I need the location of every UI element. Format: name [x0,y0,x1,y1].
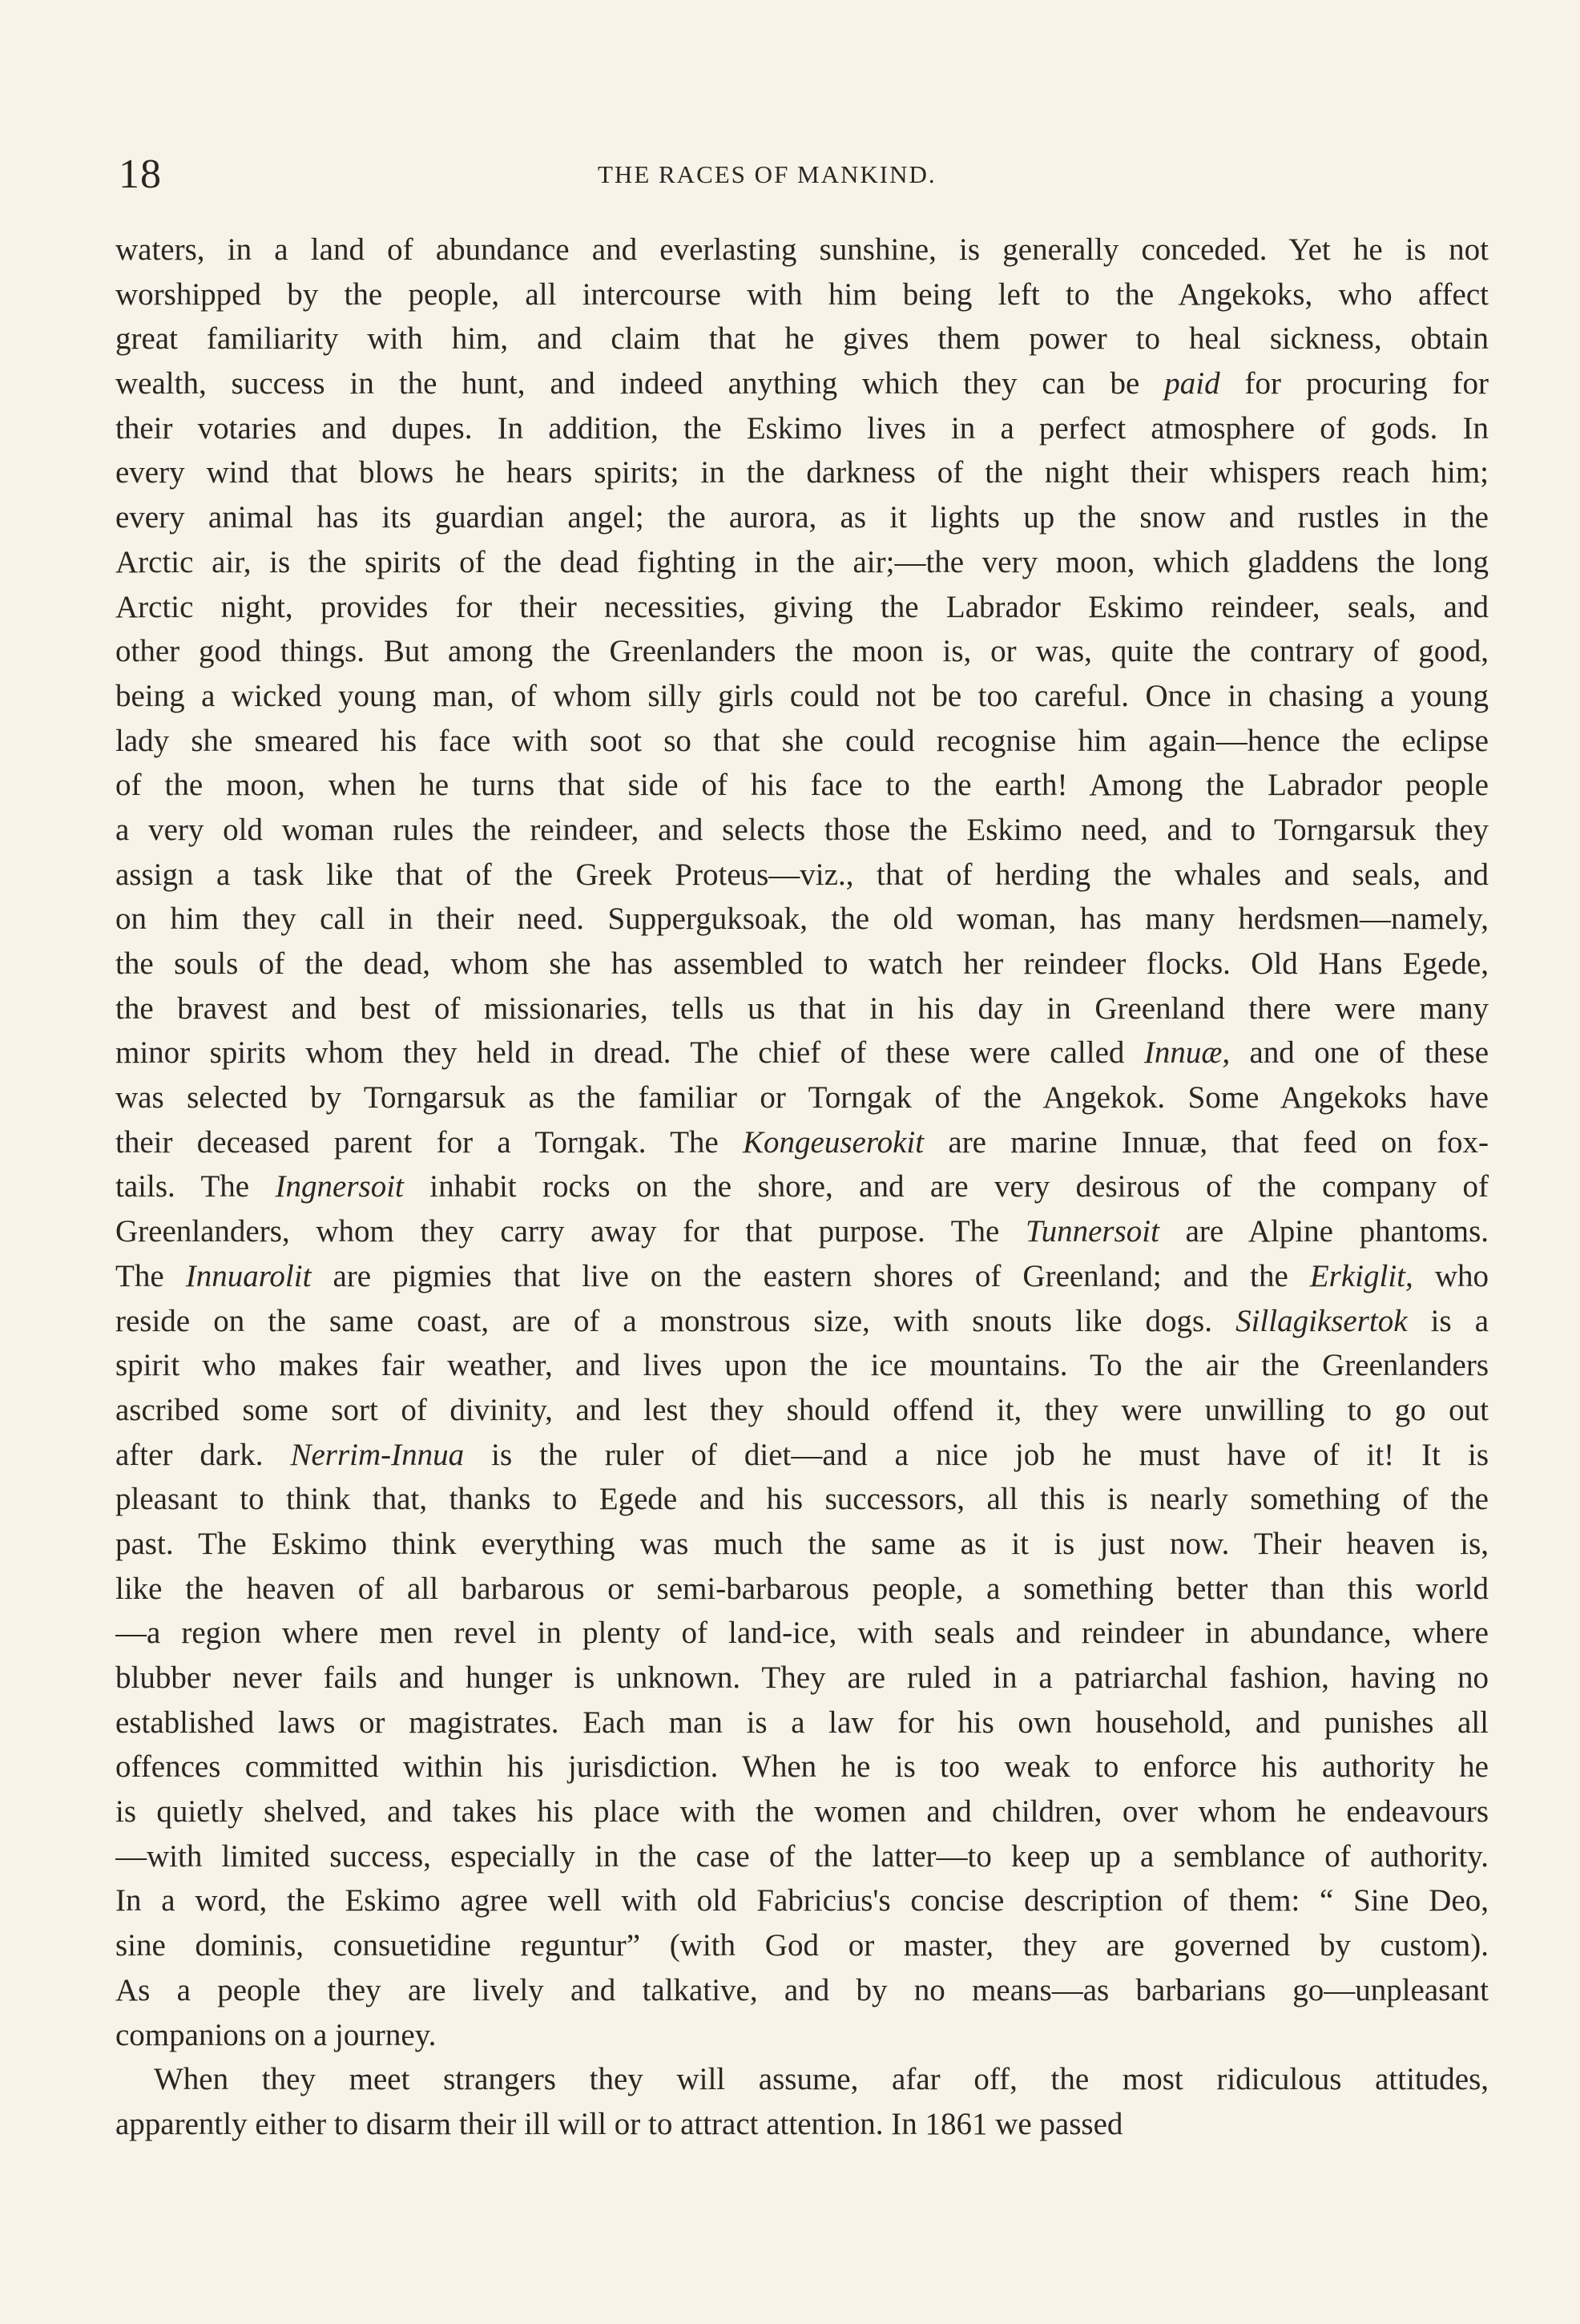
text-line [115,1120,1489,1165]
text-line [115,1567,1489,1612]
text-run: is a [1407,1303,1489,1338]
text-run: every animal has its guardian angel; the aurora, as it lights up the snow and rustles in the [115,500,1489,535]
text-line [115,763,1489,808]
text-line [115,674,1489,719]
italic-term: Innuarolit [185,1258,312,1293]
text-line [115,1878,1489,1923]
body-text [115,228,1489,2147]
text-line [115,1656,1489,1701]
text-line [115,853,1489,898]
text-run: worshipped by the people, all intercourse with him being left to the Angekoks, who affect [115,276,1489,312]
text-run: who [1413,1258,1489,1293]
text-run: tails. The [115,1169,276,1204]
text-line [115,1477,1489,1522]
text-run: other good things. But among the Greenlanders the moon is, or was, quite the contrary of good, [115,634,1489,669]
text-run: minor spirits whom they held in dread. The chief of these were called [115,1035,1144,1071]
italic-term: Erkiglit, [1309,1258,1413,1293]
text-line [115,1388,1489,1433]
italic-term: Sillagiksertok [1235,1303,1408,1338]
text-run: inhabit rocks on the shore, and are very desirous of the company of [403,1169,1489,1204]
text-line [115,1343,1489,1388]
page-header [119,151,1488,199]
text-line [115,1433,1489,1478]
text-run: lady she smeared his face with soot so that she could recognise him again—hence the eclipse [115,723,1489,758]
text-run: apparently either to disarm their ill will or to attract attention. In 1861 we passed [115,2106,1123,2141]
text-line [115,272,1489,317]
text-run: a very old woman rules the reindeer, and selects those the Eskimo need, and to Torngarsuk they [115,812,1489,847]
page-number: 18 [119,151,162,197]
text-line [115,1254,1489,1299]
text-run: are Alpine phantoms. [1159,1214,1489,1249]
text-line [115,1075,1489,1120]
text-run: sine dominis, consuetidine reguntur” (with God or master, they are governed by custom). [115,1928,1489,1963]
text-run: and one of these [1230,1035,1489,1071]
text-line [115,1611,1489,1656]
text-run: —a region where men revel in plenty of land-ice, with seals and reindeer in abundance, where [115,1616,1489,1651]
italic-term: Tunnersoit [1026,1214,1159,1249]
text-run: on him they call in their need. Supperguksoak, the old woman, has many herdsmen—namely, [115,902,1489,937]
text-line [115,2013,1489,2058]
text-run: wealth, success in the hunt, and indeed anything which they can be [115,366,1165,401]
text-run: —with limited success, especially in the case of the latter—to keep up a semblance of authority. [115,1838,1489,1874]
text-line [115,585,1489,630]
text-line [115,942,1489,986]
text-run: of the moon, when he turns that side of his face to the earth! Among the Labrador people [115,768,1489,803]
text-run: being a wicked young man, of whom silly girls could not be too careful. Once in chasing a young [115,678,1489,713]
text-line [115,1968,1489,2013]
paragraph [115,228,1489,2057]
text-run: great familiarity with him, and claim that he gives them power to heal sickness, obtain [115,321,1489,357]
text-line [115,986,1489,1031]
text-run: spirit who makes fair weather, and lives upon the ice mountains. To the air the Greenlanders [115,1348,1489,1383]
text-run: When they meet strangers they will assume, afar off, the most ridiculous attitudes, [154,2062,1489,2097]
text-run: their deceased parent for a Torngak. The [115,1124,744,1160]
text-line [115,1923,1489,1968]
text-line [115,450,1489,495]
text-run: is quietly shelved, and takes his place with the women and children, over whom he endeavours [115,1794,1489,1830]
text-run: the souls of the dead, whom she has assembled to watch her reindeer flocks. Old Hans Egede, [115,946,1489,981]
text-run: for procuring for [1219,366,1489,401]
text-run: offences committed within his jurisdiction. When he is too weak to enforce his authority he [115,1749,1489,1785]
text-line [115,719,1489,764]
text-line [115,1789,1489,1834]
running-head: THE RACES OF MANKIND. [598,160,937,188]
text-line [115,1209,1489,1254]
text-line [115,361,1489,406]
text-run: established laws or magistrates. Each man is a law for his own household, and punishes all [115,1705,1489,1740]
text-run: after dark. [115,1437,291,1472]
text-line [115,406,1489,451]
italic-term: Ingnersoit [275,1169,404,1204]
text-line [115,1299,1489,1344]
text-line [115,1031,1489,1075]
text-line [115,495,1489,540]
text-run: past. The Eskimo think everything was much the same as it is just now. Their heaven is, [115,1526,1489,1561]
text-line [115,1834,1489,1879]
text-run: waters, in a land of abundance and everlasting sunshine, is generally conceded. Yet he is not [115,232,1489,267]
text-line [115,1745,1489,1789]
text-line [115,1522,1489,1567]
text-line [115,808,1489,853]
text-run: are pigmies that live on the eastern shores of Greenland; and the [311,1258,1310,1293]
text-run: The [115,1258,186,1293]
paragraph [115,2057,1489,2146]
italic-term: Innuæ, [1143,1035,1231,1071]
text-run: As a people they are lively and talkative, and by no means—as barbarians go—unpleasant [115,1972,1489,2007]
text-run: like the heaven of all barbarous or semi-barbarous people, a something better than this world [115,1571,1489,1606]
text-run: is the ruler of diet—and a nice job he must have of it! It is [464,1437,1489,1472]
text-run: pleasant to think that, thanks to Egede and his successors, all this is nearly something of the [115,1482,1489,1517]
text-line [115,228,1489,272]
text-run: assign a task like that of the Greek Proteus—viz., that of herding the whales and seals, and [115,857,1489,892]
text-line [115,2057,1489,2102]
italic-term: Nerrim-Innua [290,1437,465,1472]
italic-term: paid [1164,366,1220,401]
text-line [115,317,1489,361]
text-run: companions on a journey. [115,2017,437,2052]
text-run: In a word, the Eskimo agree well with old Fabricius's concise description of them: “ Sine Deo, [115,1883,1489,1919]
text-run: Arctic night, provides for their necessities, giving the Labrador Eskimo reindeer, seals, and [115,589,1489,624]
text-run: ascribed some sort of divinity, and lest they should offend it, they were unwilling to go out [115,1392,1489,1427]
text-run: the bravest and best of missionaries, tells us that in his day in Greenland there were many [115,991,1489,1026]
italic-term: Kongeuserokit [743,1124,925,1160]
text-run: reside on the same coast, are of a monstrous size, with snouts like dogs. [115,1303,1236,1338]
text-run: blubber never fails and hunger is unknown. They are ruled in a patriarchal fashion, having no [115,1660,1489,1695]
text-line [115,2102,1489,2147]
text-run: was selected by Torngarsuk as the familiar or Torngak of the Angekok. Some Angekoks have [115,1080,1489,1116]
text-run: their votaries and dupes. In addition, the Eskimo lives in a perfect atmosphere of gods. In [115,410,1489,446]
text-run: every wind that blows he hears spirits; in the darkness of the night their whispers reach him; [115,455,1489,490]
text-run: are marine Innuæ, that feed on fox- [924,1124,1489,1160]
text-line [115,1164,1489,1209]
text-line [115,1701,1489,1745]
text-line [115,629,1489,674]
text-line [115,897,1489,942]
text-line [115,540,1489,585]
text-run: Arctic air, is the spirits of the dead fighting in the air;—the very moon, which gladdens the long [115,544,1489,579]
text-run: Greenlanders, whom they carry away for that purpose. The [115,1214,1026,1249]
